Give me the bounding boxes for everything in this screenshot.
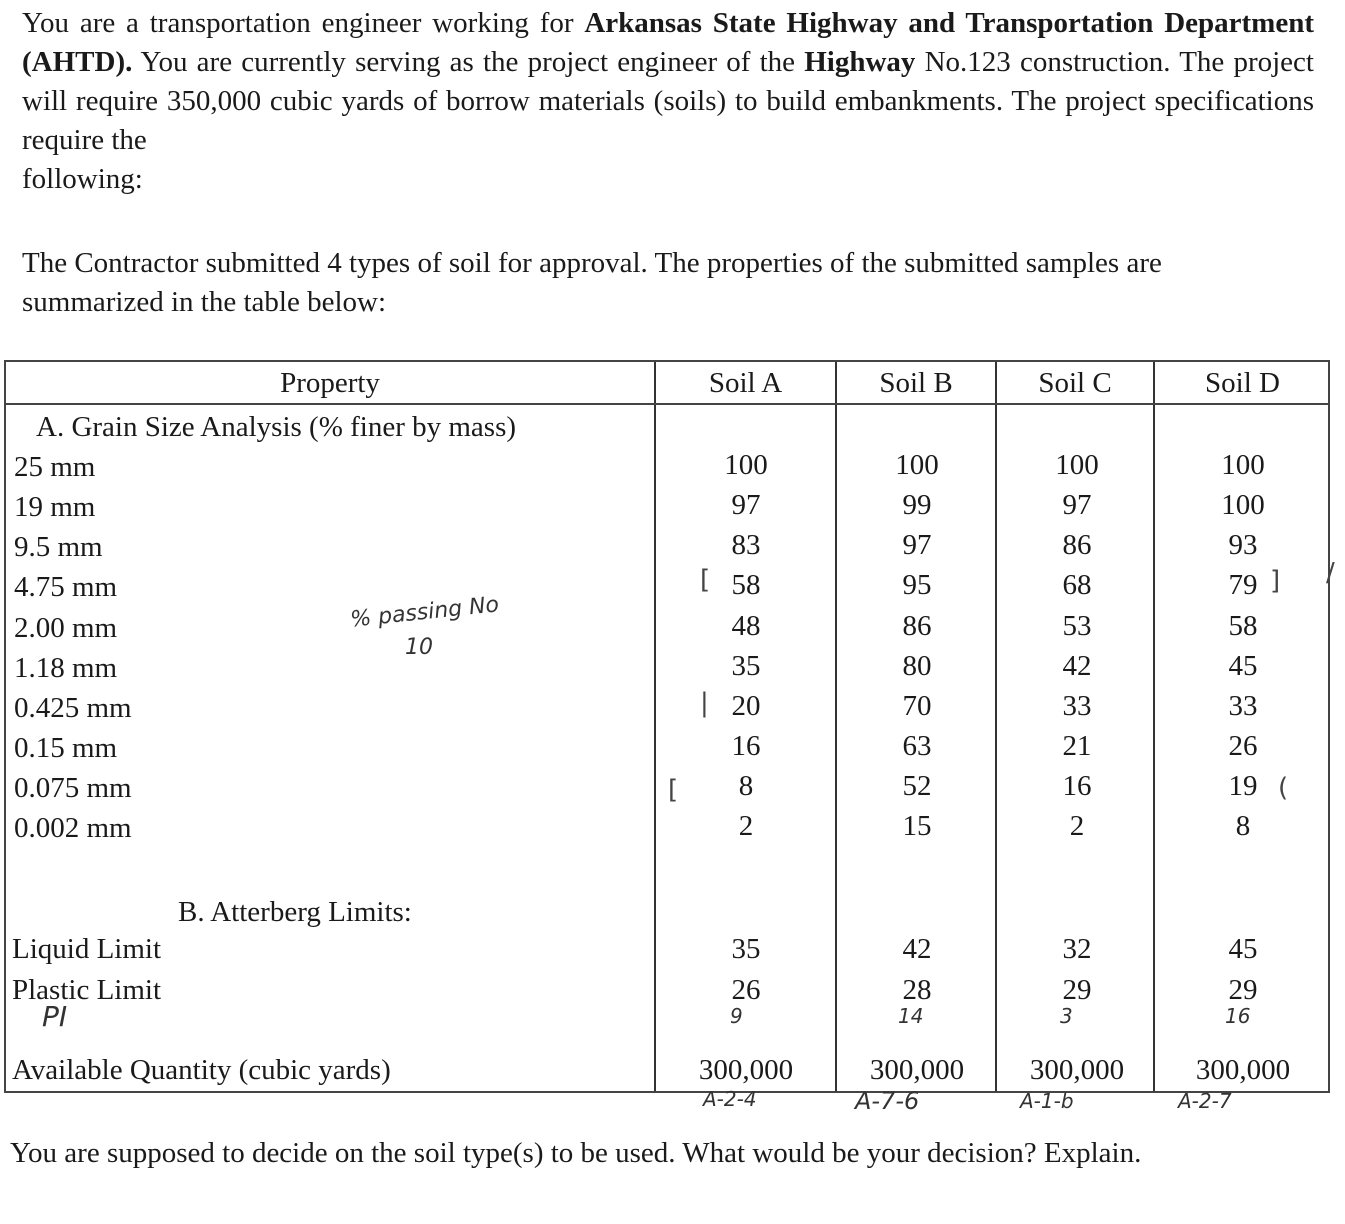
soil-d-quantity: 300,000 (1195, 1054, 1291, 1086)
soil-d-value: 33 (1228, 690, 1258, 722)
bracket-mark: ] (1270, 566, 1281, 596)
soil-a-quantity: 300,000 (698, 1054, 794, 1086)
section-a-title: A. Grain Size Analysis (% finer by mass) (36, 411, 517, 443)
soil-d-ll: 45 (1228, 933, 1258, 965)
grain-size-label: 19 mm (14, 491, 96, 523)
soil-c-ll: 32 (1062, 933, 1092, 965)
handwritten-pi-label: PI (42, 1000, 68, 1033)
intro-text-2: You are currently serving as the project engineer of the (132, 46, 805, 78)
grain-size-label: 0.425 mm (14, 692, 132, 724)
soil-b-value: 99 (902, 489, 932, 521)
soil-b-value: 52 (902, 770, 932, 802)
soil-a-value: 8 (738, 770, 754, 802)
header-rule (6, 403, 1328, 405)
handwritten-passing-note-2: 10 (405, 635, 433, 660)
handwritten-pi-d: 16 (1225, 1004, 1251, 1028)
bracket-mark: | (700, 688, 709, 718)
soil-a-value: 100 (724, 449, 768, 481)
soil-b-value: 100 (895, 449, 939, 481)
soil-d-value: 93 (1228, 529, 1258, 561)
soil-b-value: 97 (902, 529, 932, 561)
soil-d-value: 26 (1228, 730, 1258, 762)
soil-a-pl: 26 (731, 974, 761, 1006)
soil-a-value: 97 (731, 489, 761, 521)
soil-d-value: 8 (1235, 810, 1251, 842)
soil-b-value: 15 (902, 810, 932, 842)
soil-c-value: 97 (1062, 489, 1092, 521)
handwritten-pi-a: 9 (730, 1004, 743, 1028)
grain-size-label: 0.15 mm (14, 732, 118, 764)
liquid-limit-label: Liquid Limit (12, 933, 162, 965)
grain-size-label: 9.5 mm (14, 531, 103, 563)
intro-agency: Arkansas State Highway and Transportation Department (AHTD). (22, 7, 1314, 78)
bracket-mark: [ (668, 775, 679, 805)
soil-c-quantity: 300,000 (1029, 1054, 1125, 1086)
grain-size-label: 2.00 mm (14, 612, 118, 644)
plastic-limit-label: Plastic Limit (12, 974, 162, 1006)
soil-d-value: 58 (1228, 610, 1258, 642)
grain-size-label: 25 mm (14, 451, 96, 483)
soil-b-pl: 28 (902, 974, 932, 1006)
bracket-mark: ( (1278, 773, 1289, 803)
grain-size-label: 4.75 mm (14, 571, 118, 603)
soil-b-value: 63 (902, 730, 932, 762)
soil-c-value: 86 (1062, 529, 1092, 561)
soil-c-value: 100 (1055, 449, 1099, 481)
soil-d-value: 100 (1221, 489, 1265, 521)
bracket-mark: [ (700, 565, 711, 595)
handwritten-class-b: A-7-6 (855, 1087, 920, 1115)
soil-a-value: 58 (731, 569, 761, 601)
soil-d-value: 19 (1228, 770, 1258, 802)
soil-a-value: 20 (731, 690, 761, 722)
handwritten-pi-c: 3 (1060, 1004, 1073, 1028)
question-paragraph: You are supposed to decide on the soil type(s) to be used. What would be your decision? Explain. (10, 1137, 1142, 1169)
soil-b-ll: 42 (902, 933, 932, 965)
intro-text-4: following: (22, 163, 143, 195)
soil-b-value: 80 (902, 650, 932, 682)
grain-size-label: 1.18 mm (14, 652, 118, 684)
soil-a-value: 48 (731, 610, 761, 642)
soil-d-value: 79 (1228, 569, 1258, 601)
soil-c-value: 33 (1062, 690, 1092, 722)
soil-b-value: 86 (902, 610, 932, 642)
section-b-title: B. Atterberg Limits: (178, 896, 412, 928)
header-soil-d: Soil D (1205, 367, 1280, 399)
bracket-mark: / (1326, 558, 1335, 588)
soil-a-value: 83 (731, 529, 761, 561)
grain-size-label: 0.075 mm (14, 772, 132, 804)
handwritten-class-a: A-2-4 (703, 1087, 757, 1111)
header-soil-c: Soil C (1038, 367, 1112, 399)
soil-d-value: 45 (1228, 650, 1258, 682)
contractor-paragraph: The Contractor submitted 4 types of soil for approval. The properties of the submitted samples are summarized in the table below: (22, 247, 1162, 318)
soil-c-value: 16 (1062, 770, 1092, 802)
soil-c-value: 53 (1062, 610, 1092, 642)
header-soil-a: Soil A (708, 367, 783, 399)
soil-c-value: 21 (1062, 730, 1092, 762)
soil-c-pl: 29 (1062, 974, 1092, 1006)
handwritten-class-d: A-2-7 (1178, 1089, 1232, 1113)
soil-a-value: 16 (731, 730, 761, 762)
soil-b-value: 95 (902, 569, 932, 601)
col-divider-a (654, 362, 656, 1091)
soil-a-value: 35 (731, 650, 761, 682)
intro-text-1: You are a transportation engineer working for (22, 7, 585, 39)
soil-c-value: 68 (1062, 569, 1092, 601)
handwritten-passing-note: % passing No (349, 592, 501, 633)
soil-c-value: 42 (1062, 650, 1092, 682)
intro-paragraph (22, 4, 1314, 199)
soil-properties-table (4, 360, 1330, 1093)
soil-d-pl: 29 (1228, 974, 1258, 1006)
handwritten-class-c: A-1-b (1020, 1089, 1074, 1113)
soil-b-value: 70 (902, 690, 932, 722)
soil-b-quantity: 300,000 (869, 1054, 965, 1086)
intro-highway: Highway (804, 46, 916, 78)
intro-text-3: No.123 construction. The project will require 350,000 cubic yards of borrow materials (soils) to build embankments. The project specifications require the (22, 46, 1314, 156)
soil-d-value: 100 (1221, 449, 1265, 481)
header-soil-b: Soil B (879, 367, 953, 399)
soil-a-ll: 35 (731, 933, 761, 965)
grain-size-label: 0.002 mm (14, 812, 132, 844)
handwritten-pi-b: 14 (898, 1004, 924, 1028)
soil-a-value: 2 (738, 810, 754, 842)
soil-c-value: 2 (1069, 810, 1085, 842)
quantity-label: Available Quantity (cubic yards) (12, 1054, 391, 1086)
header-property: Property (280, 367, 380, 399)
